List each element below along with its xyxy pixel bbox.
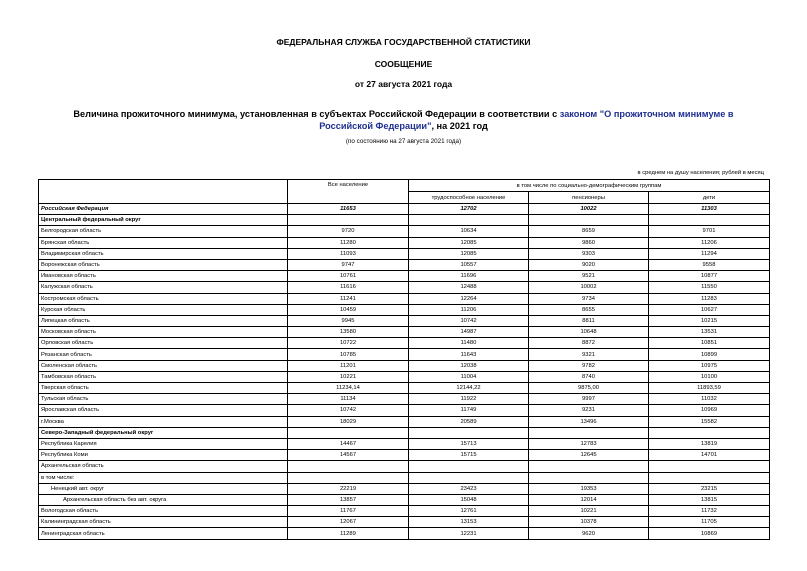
table-row: [39, 517, 770, 528]
value-children-cell: 10869: [649, 528, 770, 539]
value-children-cell: 10100: [649, 371, 770, 382]
table-row: [39, 371, 770, 382]
value-working-cell: 10742: [409, 315, 529, 326]
value-working-cell: 13153: [409, 517, 529, 528]
value-pensioners-cell: 19353: [529, 483, 649, 494]
value-children-cell: 13819: [649, 438, 770, 449]
table-row: [39, 494, 770, 505]
title-text-start: Величина прожиточного минимума, установленная в субъектах Российской Федерации в соответствии с: [73, 109, 560, 119]
row-name-cell: Белгородская область: [39, 226, 288, 237]
value-children-cell: 10215: [649, 315, 770, 326]
table-row: [39, 416, 770, 427]
row-name-cell: Центральный федеральный округ: [39, 215, 288, 226]
value-all-cell: 11134: [288, 394, 409, 405]
value-working-cell: 12144,22: [409, 383, 529, 394]
value-children-cell: 11732: [649, 506, 770, 517]
value-working-cell: 12761: [409, 506, 529, 517]
header-group: в том числе по социально-демографическим группам: [409, 180, 770, 192]
table-row: [39, 304, 770, 315]
value-all-cell: 11616: [288, 282, 409, 293]
value-all-cell: 9720: [288, 226, 409, 237]
row-name-cell: г.Москва: [39, 416, 288, 427]
value-pensioners-cell: [529, 427, 649, 438]
row-name-cell: Республика Карелия: [39, 438, 288, 449]
row-name-cell: Вологодская область: [39, 506, 288, 517]
value-pensioners-cell: 12645: [529, 450, 649, 461]
header-children: дети: [649, 192, 770, 204]
value-pensioners-cell: [529, 472, 649, 483]
value-pensioners-cell: 10648: [529, 327, 649, 338]
table-row: [39, 461, 770, 472]
value-working-cell: 11004: [409, 371, 529, 382]
row-name-cell: Республика Коми: [39, 450, 288, 461]
value-working-cell: 12085: [409, 248, 529, 259]
value-pensioners-cell: 10378: [529, 517, 649, 528]
value-all-cell: 11767: [288, 506, 409, 517]
row-name-cell: Ленинградская область: [39, 528, 288, 539]
value-children-cell: 10851: [649, 338, 770, 349]
value-children-cell: 11705: [649, 517, 770, 528]
value-children-cell: 11206: [649, 237, 770, 248]
value-all-cell: 11289: [288, 528, 409, 539]
value-working-cell: 12085: [409, 237, 529, 248]
value-all-cell: 22219: [288, 483, 409, 494]
value-working-cell: [409, 215, 529, 226]
row-name-cell: в том числе:: [39, 472, 288, 483]
table-row: [39, 226, 770, 237]
row-name-cell: Северо-Западный федеральный округ: [39, 427, 288, 438]
value-working-cell: [409, 472, 529, 483]
value-children-cell: 10899: [649, 349, 770, 360]
value-pensioners-cell: 8659: [529, 226, 649, 237]
value-working-cell: 10557: [409, 259, 529, 270]
row-name-cell: Брянская область: [39, 237, 288, 248]
value-children-cell: 14701: [649, 450, 770, 461]
row-name-cell: Тверская область: [39, 383, 288, 394]
table-row: [39, 259, 770, 270]
header-row-1: [39, 180, 770, 192]
law-link[interactable]: законом "О прожиточном минимуме в Российской Федерации": [319, 109, 734, 131]
table-row: [39, 427, 770, 438]
value-children-cell: 11294: [649, 248, 770, 259]
value-all-cell: 10459: [288, 304, 409, 315]
agency-heading: ФЕДЕРАЛЬНАЯ СЛУЖБА ГОСУДАРСТВЕННОЙ СТАТИСТИКИ: [276, 37, 531, 47]
value-all-cell: 10785: [288, 349, 409, 360]
row-name-cell: Владимирская область: [39, 248, 288, 259]
value-working-cell: 20589: [409, 416, 529, 427]
value-children-cell: 11032: [649, 394, 770, 405]
row-name-cell: Воронежская область: [39, 259, 288, 270]
value-pensioners-cell: 9997: [529, 394, 649, 405]
row-name-cell: Ненецкий авт. округ: [39, 483, 288, 494]
value-children-cell: [649, 215, 770, 226]
value-all-cell: 10722: [288, 338, 409, 349]
value-children-cell: 13531: [649, 327, 770, 338]
table-row: [39, 528, 770, 539]
header-all-population: Все население: [288, 180, 409, 204]
value-all-cell: 13580: [288, 327, 409, 338]
row-name-cell: Ивановская область: [39, 271, 288, 282]
value-working-cell: 11206: [409, 304, 529, 315]
value-working-cell: 15715: [409, 450, 529, 461]
value-pensioners-cell: 9734: [529, 293, 649, 304]
value-children-cell: [649, 461, 770, 472]
value-working-cell: 11749: [409, 405, 529, 416]
table-row: [39, 204, 770, 215]
table-row: [39, 438, 770, 449]
table-row: [39, 327, 770, 338]
value-pensioners-cell: 10221: [529, 506, 649, 517]
table-row: [39, 506, 770, 517]
row-name-cell: Тамбовская область: [39, 371, 288, 382]
table-body: [39, 204, 770, 540]
value-working-cell: 12038: [409, 360, 529, 371]
value-pensioners-cell: [529, 215, 649, 226]
value-pensioners-cell: [529, 461, 649, 472]
document-date: от 27 августа 2021 года: [354, 79, 453, 89]
table-row: [39, 248, 770, 259]
row-name-cell: Российская Федерация: [39, 204, 288, 215]
table-row: [39, 483, 770, 494]
value-all-cell: 11234,14: [288, 383, 409, 394]
row-name-cell: Орловская область: [39, 338, 288, 349]
row-name-cell: Архангельская область: [39, 461, 288, 472]
row-name-cell: Калининградская область: [39, 517, 288, 528]
table-row: [39, 394, 770, 405]
value-pensioners-cell: 10022: [529, 204, 649, 215]
value-all-cell: 18029: [288, 416, 409, 427]
value-pensioners-cell: 9020: [529, 259, 649, 270]
value-children-cell: 10877: [649, 271, 770, 282]
row-name-cell: Смоленская область: [39, 360, 288, 371]
value-pensioners-cell: 9231: [529, 405, 649, 416]
value-pensioners-cell: 10002: [529, 282, 649, 293]
table-row: [39, 215, 770, 226]
value-children-cell: [649, 427, 770, 438]
value-all-cell: 12067: [288, 517, 409, 528]
value-pensioners-cell: 8655: [529, 304, 649, 315]
value-working-cell: 11480: [409, 338, 529, 349]
value-working-cell: 23423: [409, 483, 529, 494]
value-all-cell: 14567: [288, 450, 409, 461]
table-row: [39, 405, 770, 416]
value-children-cell: 9701: [649, 226, 770, 237]
value-all-cell: 10761: [288, 271, 409, 282]
value-working-cell: 12264: [409, 293, 529, 304]
value-children-cell: 10975: [649, 360, 770, 371]
table-row: [39, 360, 770, 371]
value-working-cell: 12702: [409, 204, 529, 215]
row-name-cell: Тульская область: [39, 394, 288, 405]
value-children-cell: 11283: [649, 293, 770, 304]
title-text-end: , на 2021 год: [431, 121, 488, 131]
row-name-cell: Архангельская область без авт. округа: [39, 494, 288, 505]
value-working-cell: [409, 427, 529, 438]
value-children-cell: 11550: [649, 282, 770, 293]
table-row: [39, 349, 770, 360]
value-all-cell: [288, 461, 409, 472]
value-working-cell: 14987: [409, 327, 529, 338]
value-all-cell: 10221: [288, 371, 409, 382]
value-pensioners-cell: 9620: [529, 528, 649, 539]
value-all-cell: 11093: [288, 248, 409, 259]
row-name-cell: Рязанская область: [39, 349, 288, 360]
value-working-cell: 12231: [409, 528, 529, 539]
document-type: СООБЩЕНИЕ: [374, 59, 433, 69]
value-working-cell: [409, 461, 529, 472]
value-all-cell: [288, 472, 409, 483]
header-working: трудоспособное население: [409, 192, 529, 204]
value-all-cell: 10742: [288, 405, 409, 416]
row-name-cell: Московская область: [39, 327, 288, 338]
value-pensioners-cell: 12783: [529, 438, 649, 449]
value-children-cell: 10969: [649, 405, 770, 416]
table-row: [39, 293, 770, 304]
value-pensioners-cell: 8740: [529, 371, 649, 382]
row-name-cell: Костромская область: [39, 293, 288, 304]
table-row: [39, 271, 770, 282]
value-all-cell: [288, 215, 409, 226]
value-all-cell: 11201: [288, 360, 409, 371]
value-children-cell: 11303: [649, 204, 770, 215]
table-row: [39, 315, 770, 326]
value-pensioners-cell: 9521: [529, 271, 649, 282]
unit-note: в среднем на душу населения; рублей в месяц: [637, 170, 764, 176]
value-children-cell: 10627: [649, 304, 770, 315]
value-children-cell: 23215: [649, 483, 770, 494]
value-pensioners-cell: 8872: [529, 338, 649, 349]
value-working-cell: 11643: [409, 349, 529, 360]
header-name-cell: [39, 180, 288, 204]
value-working-cell: 12488: [409, 282, 529, 293]
table-row: [39, 450, 770, 461]
value-children-cell: 11893,59: [649, 383, 770, 394]
value-pensioners-cell: 8811: [529, 315, 649, 326]
table-row: [39, 282, 770, 293]
row-name-cell: Калужская область: [39, 282, 288, 293]
value-working-cell: 15048: [409, 494, 529, 505]
value-pensioners-cell: 9303: [529, 248, 649, 259]
subsistence-minimum-table: [38, 179, 770, 540]
header-pensioners: пенсионеры: [529, 192, 649, 204]
document-title: [55, 108, 752, 132]
value-children-cell: 9558: [649, 259, 770, 270]
value-pensioners-cell: 9875,00: [529, 383, 649, 394]
table-row: [39, 338, 770, 349]
value-pensioners-cell: 9860: [529, 237, 649, 248]
row-name-cell: Курская область: [39, 304, 288, 315]
status-date-note: (по состоянию на 27 августа 2021 года): [345, 138, 462, 145]
value-all-cell: 9747: [288, 259, 409, 270]
value-all-cell: [288, 427, 409, 438]
value-all-cell: 11653: [288, 204, 409, 215]
value-working-cell: 11696: [409, 271, 529, 282]
row-name-cell: Липецкая область: [39, 315, 288, 326]
value-all-cell: 11280: [288, 237, 409, 248]
value-working-cell: 11922: [409, 394, 529, 405]
value-pensioners-cell: 9321: [529, 349, 649, 360]
value-pensioners-cell: 9782: [529, 360, 649, 371]
row-name-cell: Ярославская область: [39, 405, 288, 416]
value-working-cell: 10634: [409, 226, 529, 237]
value-all-cell: 14467: [288, 438, 409, 449]
value-working-cell: 15713: [409, 438, 529, 449]
value-pensioners-cell: 13496: [529, 416, 649, 427]
value-all-cell: 9945: [288, 315, 409, 326]
value-children-cell: 15582: [649, 416, 770, 427]
value-children-cell: 13815: [649, 494, 770, 505]
table-row: [39, 237, 770, 248]
value-pensioners-cell: 12014: [529, 494, 649, 505]
value-children-cell: [649, 472, 770, 483]
table-row: [39, 383, 770, 394]
table-row: [39, 472, 770, 483]
value-all-cell: 11241: [288, 293, 409, 304]
value-all-cell: 13857: [288, 494, 409, 505]
